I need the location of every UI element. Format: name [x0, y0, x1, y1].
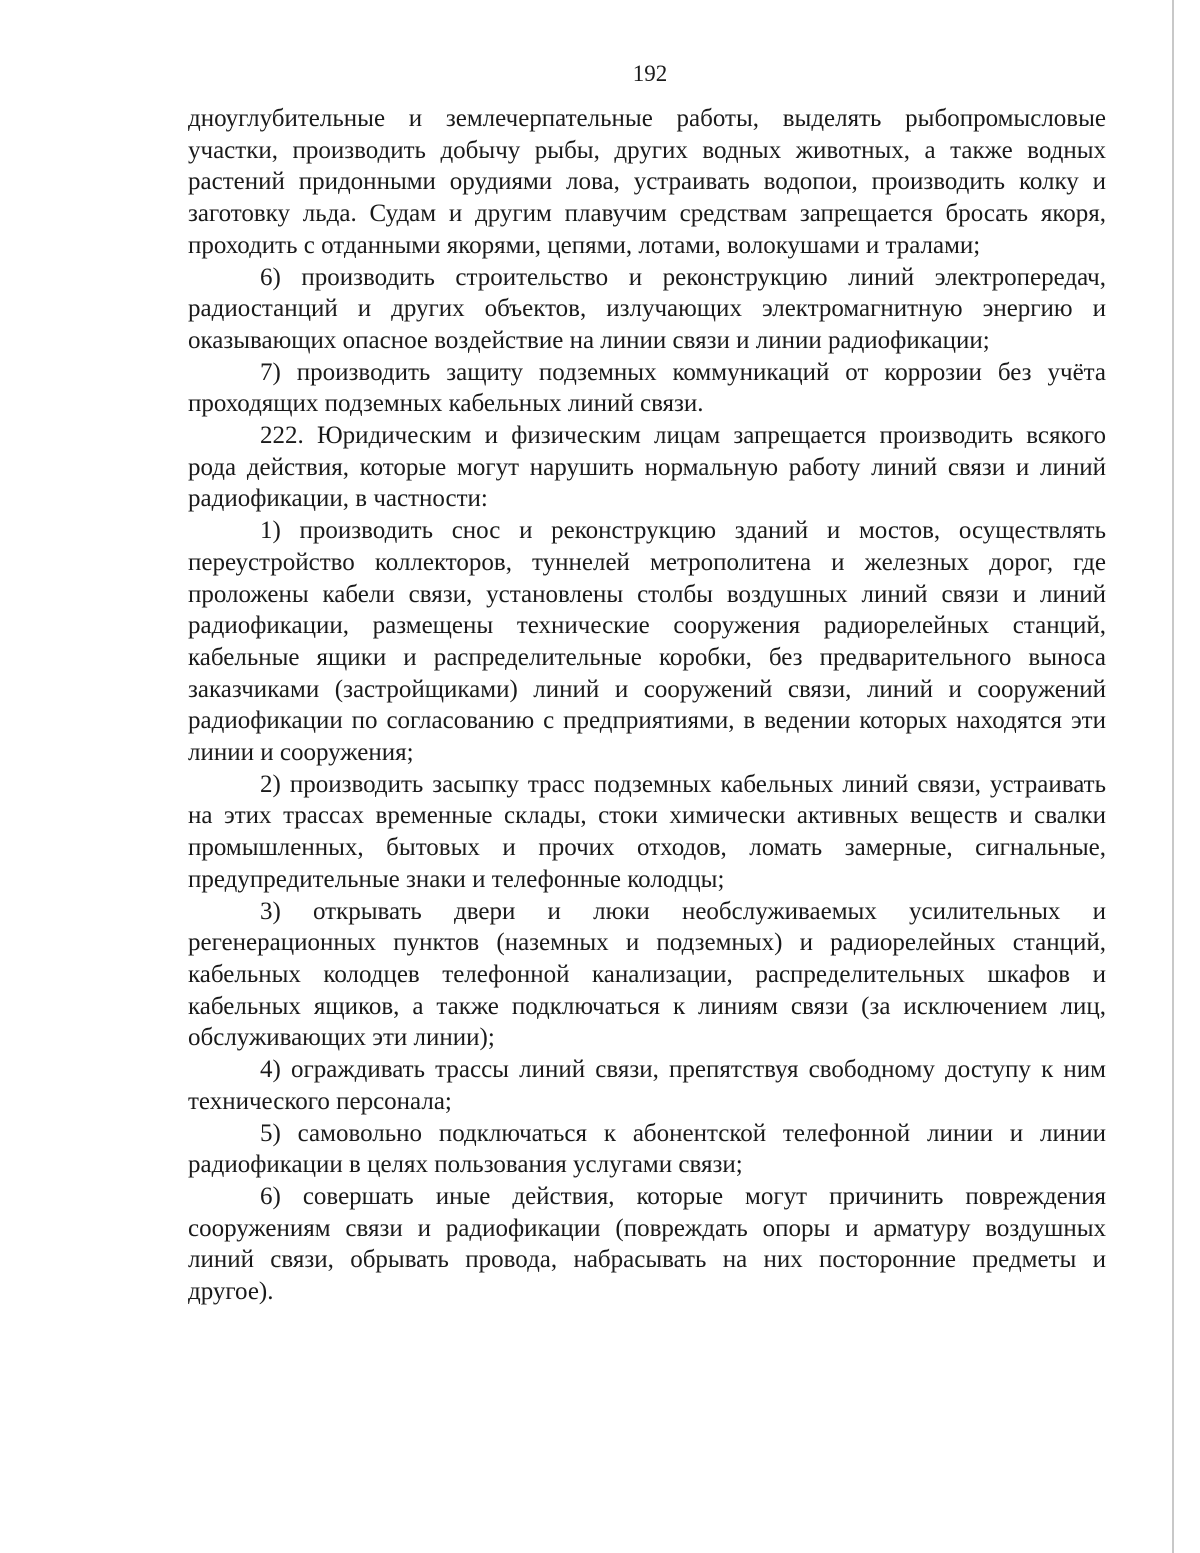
document-body: [188, 103, 1106, 1308]
paragraph-subitem-3: 3) открывать двери и люки необслуживаемых усилительных и регенерационных пунктов (наземных и подземных) и радиорелейных станций, кабельных колодцев телефонной канализации, распределительных шкафов и кабельных ящиков, а также подключаться к линиям связи (за исключением лиц, обслуживающих эти линии);: [188, 897, 1106, 1052]
paragraph-subitem-1: 1) производить снос и реконструкцию зданий и мостов, осуществлять переустройство коллекторов, туннелей метрополитена и железных дорог, где проложены кабели связи, установлены столбы воздушных линий связи и линий радиофикации, размещены технические сооружения радиорелейных станций, кабельные ящики и распределительные коробки, без предварительного выноса заказчиками (застройщиками) линий и сооружений связи, линий и сооружений радиофикации по согласованию с предприятиями, в ведении которых находятся эти линии и сооружения;: [188, 517, 1106, 767]
page-number: 192: [632, 61, 668, 86]
paragraph-subitem-5: 5) самовольно подключаться к абонентской телефонной линии и линии радиофикации в целях пользования услугами связи;: [188, 1119, 1106, 1179]
paragraph-item-6: 6) производить строительство и реконструкцию линий электропередач, радиостанций и других объектов, излучающих электромагнитную энергию и оказывающих опасное воздействие на линии связи и линии радиофикации;: [188, 263, 1106, 354]
paragraph-clause-222: 222. Юридическим и физическим лицам запрещается производить всякого рода действия, которые могут нарушить нормальную работу линий связи и линий радиофикации, в частности:: [188, 422, 1106, 513]
paragraph-subitem-4: 4) ограждивать трассы линий связи, препятствуя свободному доступу к ним технического персонала;: [188, 1056, 1106, 1115]
scan-edge-line: [1172, 0, 1174, 1553]
paragraph-subitem-2: 2) производить засыпку трасс подземных кабельных линий связи, устраивать на этих трассах временные склады, стоки химически активных веществ и свалки промышленных, бытовых и прочих отходов, ломать замерные, сигнальные, предупредительные знаки и телефонные колодцы;: [188, 770, 1106, 893]
paragraph-subitem-6: 6) совершать иные действия, которые могут причинить повреждения сооружениям связи и радиофикации (повреждать опоры и арматуру воздушных линий связи, обрывать провода, набрасывать на них посторонние предметы и другое).: [188, 1182, 1106, 1306]
paragraph-continuation: дноуглубительные и землечерпательные работы, выделять рыбопромысловые участки, производить добычу рыбы, других водных животных, а также водных растений придонными орудиями лова, устраивать водопои, производить колку и заготовку льда. Судам и другим плавучим средствам запрещается бросать якоря, проходить с отданными якорями, цепями, лотами, волокушами и тралами;: [188, 105, 1106, 259]
paragraph-item-7: 7) производить защиту подземных коммуникаций от коррозии без учёта проходящих подземных кабельных линий связи.: [188, 358, 1106, 418]
